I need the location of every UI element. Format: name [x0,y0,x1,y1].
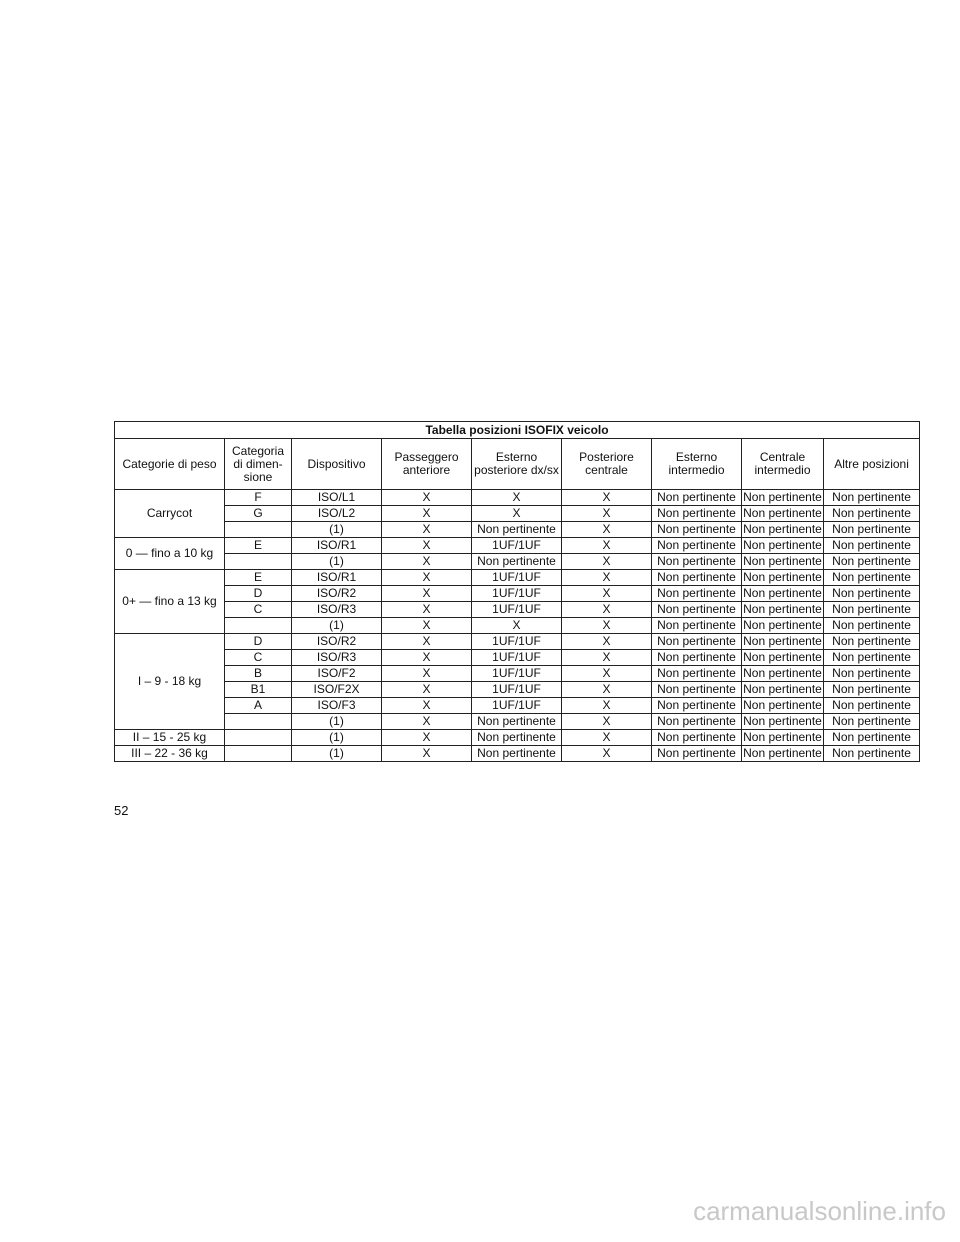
table-cell: X [562,666,652,682]
table-cell: ISO/R1 [292,538,382,554]
table-cell: Non pertinente [652,746,742,762]
table-cell: ISO/R1 [292,570,382,586]
table-cell: Non pertinente [652,634,742,650]
table-cell: X [562,522,652,538]
table-cell: G [225,506,292,522]
table-cell: B [225,666,292,682]
weight-category-cell: Carrycot [115,490,225,538]
table-cell: A [225,698,292,714]
table-cell: Non pertinente [743,730,822,744]
table-cell: X [382,634,472,650]
table-cell: Non pertinente [743,666,822,680]
table-cell: Non pertinente [824,618,920,634]
table-cell: (1) [292,746,382,762]
table-cell: (1) [292,522,382,538]
table-cell: Non pertinente [824,650,920,666]
table-row [115,554,920,570]
table-cell: ISO/F2 [292,666,382,682]
table-cell: X [472,506,562,522]
table-cell: Non pertinente [824,490,920,506]
table-cell: C [225,602,292,618]
isofix-positions-table [114,421,920,762]
table-row [115,602,920,618]
table-cell: X [382,682,472,698]
table-cell: Non pertinente [743,602,822,616]
table-cell: X [382,554,472,570]
table-cell [225,554,292,570]
table-cell: Non pertinente [743,554,822,568]
table-body [115,490,920,762]
table-cell: ISO/R3 [292,650,382,666]
table-row [115,586,920,602]
table-cell: X [382,650,472,666]
table-cell [225,730,292,746]
table-cell [225,714,292,730]
table-cell: 1UF/1UF [472,698,562,714]
table-cell: Non pertinente [743,586,822,600]
table-cell: X [382,570,472,586]
table-cell: Non pertinente [652,570,742,586]
table-cell: X [562,586,652,602]
table-cell: Non pertinente [652,714,742,730]
weight-category-cell: 0 — fino a 10 kg [115,538,225,570]
table-cell: Non pertinente [743,538,822,552]
table-cell: ISO/R2 [292,586,382,602]
table-cell: Non pertinente [824,538,920,554]
table-row [115,538,920,554]
table-cell: X [562,714,652,730]
table-cell: X [382,666,472,682]
table-cell: Non pertinente [652,682,742,698]
table-row [115,730,920,746]
table-cell [225,746,292,762]
column-header: Posteriore centrale [562,439,652,490]
table-row [115,682,920,698]
table-cell: Non pertinente [824,586,920,602]
table-cell: F [225,490,292,506]
table-cell: Non pertinente [743,618,822,632]
table-cell: X [382,490,472,506]
table-cell: X [562,682,652,698]
table-header-row [115,439,920,490]
table-row [115,570,920,586]
table-cell: X [562,618,652,634]
table-cell: 1UF/1UF [472,650,562,666]
table-cell: Non pertinente [472,522,562,538]
table-cell: Non pertinente [652,538,742,554]
table-cell: X [562,570,652,586]
column-header: Esterno intermedio [652,439,742,490]
table-cell: X [382,522,472,538]
table-cell: X [562,506,652,522]
table-cell: ISO/R3 [292,602,382,618]
table-cell: Non pertinente [743,634,822,648]
table-cell: Non pertinente [824,554,920,570]
table-cell: Non pertinente [824,522,920,538]
table-cell: Non pertinente [743,682,822,696]
table-cell: 1UF/1UF [472,666,562,682]
table-row [115,490,920,506]
column-header: Passeggero anteriore [382,439,472,490]
table-cell: 1UF/1UF [472,586,562,602]
table-cell: Non pertinente [652,650,742,666]
table-cell: ISO/L2 [292,506,382,522]
page-number: 52 [114,803,129,818]
table-cell: (1) [292,714,382,730]
table-cell: X [472,618,562,634]
weight-category-cell: III – 22 - 36 kg [115,746,225,762]
table-cell: X [382,602,472,618]
column-header: Centrale intermedio [742,439,824,490]
table-cell: Non pertinente [472,714,562,730]
table-cell: Non pertinente [652,618,742,634]
table-cell: X [562,650,652,666]
column-header: Categoria di dimen-sione [225,439,292,490]
table-cell: Non pertinente [652,602,742,618]
table-cell: X [562,554,652,570]
table-cell: Non pertinente [824,602,920,618]
table-cell: Non pertinente [743,490,822,504]
table-cell: Non pertinente [743,714,822,728]
table-cell: X [382,506,472,522]
table-cell: X [382,618,472,634]
table-cell: ISO/L1 [292,490,382,506]
table-cell: Non pertinente [824,634,920,650]
table-cell: Non pertinente [743,746,822,760]
table-cell: 1UF/1UF [472,538,562,554]
table-cell: X [562,746,652,762]
table-cell: Non pertinente [472,554,562,570]
table-row [115,714,920,730]
table-cell: X [562,698,652,714]
table-cell: (1) [292,730,382,746]
table-cell: ISO/R2 [292,634,382,650]
table-cell: X [382,586,472,602]
table-row [115,666,920,682]
table-cell: Non pertinente [652,666,742,682]
column-header: Esterno posteriore dx/sx [472,439,562,490]
table-cell: X [562,490,652,506]
table-cell: B1 [225,682,292,698]
table-cell: X [382,746,472,762]
table-cell: X [382,730,472,746]
table-cell: Non pertinente [824,730,920,746]
table-cell: Non pertinente [652,586,742,602]
table-cell [225,522,292,538]
table-cell: Non pertinente [824,714,920,730]
table-cell: X [562,538,652,554]
table-cell: X [382,698,472,714]
table-cell: Non pertinente [824,682,920,698]
table-cell: (1) [292,618,382,634]
table-cell: Non pertinente [743,522,822,536]
table-cell: D [225,634,292,650]
table-cell: Non pertinente [652,698,742,714]
weight-category-cell: II – 15 - 25 kg [115,730,225,746]
table-cell: ISO/F2X [292,682,382,698]
table-cell: Non pertinente [743,650,822,664]
table-title: Tabella posizioni ISOFIX veicolo [115,422,920,439]
column-header: Altre posizioni [824,439,920,490]
table-cell: D [225,586,292,602]
table-cell: Non pertinente [824,698,920,714]
watermark: carmanualsonline.info [693,1196,946,1226]
table-cell: X [562,602,652,618]
table-row [115,506,920,522]
table-row [115,634,920,650]
table-cell: Non pertinente [743,506,822,520]
table-cell: ISO/F3 [292,698,382,714]
table-cell: Non pertinente [652,522,742,538]
table-cell: Non pertinente [472,730,562,746]
weight-category-cell: 0+ — fino a 13 kg [115,570,225,634]
table-row [115,650,920,666]
table-cell: E [225,538,292,554]
table-cell: Non pertinente [472,746,562,762]
table-cell: X [382,538,472,554]
table-cell: X [472,490,562,506]
table-cell: Non pertinente [652,554,742,570]
column-header: Dispositivo [292,439,382,490]
table-cell: Non pertinente [652,730,742,746]
weight-category-cell: I – 9 - 18 kg [115,634,225,730]
table-cell: E [225,570,292,586]
table-row [115,698,920,714]
table-cell [225,618,292,634]
table-cell: Non pertinente [824,666,920,682]
table-cell: 1UF/1UF [472,682,562,698]
table-row [115,618,920,634]
table-cell: Non pertinente [652,490,742,506]
table-row [115,746,920,762]
table-cell: Non pertinente [824,506,920,522]
table-cell: Non pertinente [824,570,920,586]
table-cell: X [562,730,652,746]
table-cell: 1UF/1UF [472,634,562,650]
table-cell: Non pertinente [652,506,742,522]
column-header: Categorie di peso [115,439,225,490]
table-cell: X [562,634,652,650]
table-cell: Non pertinente [743,570,822,584]
table-cell: X [382,714,472,730]
table-cell: (1) [292,554,382,570]
table-cell: Non pertinente [743,698,822,712]
table-cell: C [225,650,292,666]
table-row [115,522,920,538]
table-cell: 1UF/1UF [472,602,562,618]
isofix-table-container [114,421,919,762]
table-cell: Non pertinente [824,746,920,762]
table-cell: 1UF/1UF [472,570,562,586]
